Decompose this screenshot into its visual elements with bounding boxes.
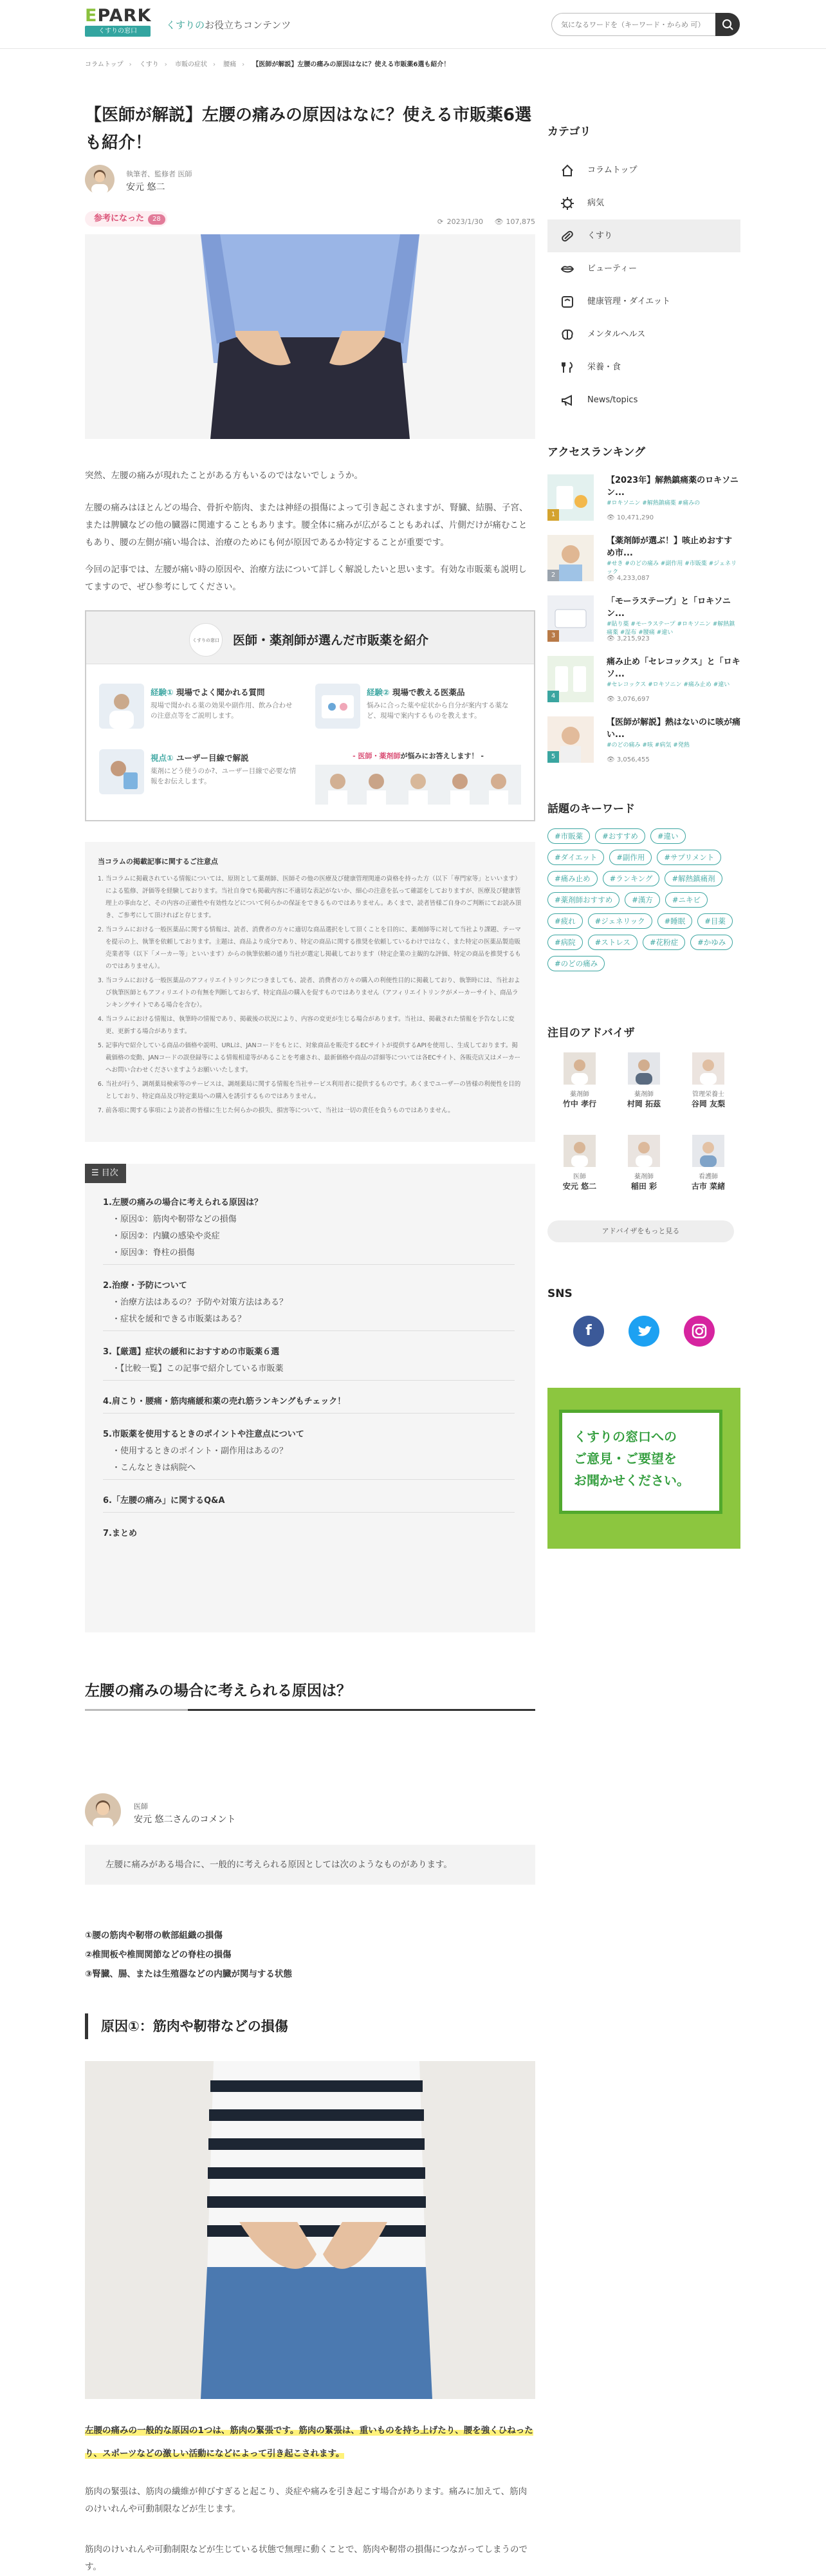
banner-line: お聞かせください。 (574, 1473, 690, 1488)
subsection-heading: 原因①：筋肉や靭帯などの損傷 (85, 2013, 535, 2039)
advisor-name: 竹中 孝行 (562, 1099, 597, 1108)
eye-icon: 👁 (494, 218, 504, 226)
promo-feature (315, 684, 521, 729)
disclaimer-list (98, 873, 522, 1117)
ranking-title: 【薬剤師が選ぶ！】咳止めおすすめ市... (607, 536, 733, 558)
keyword-tags (547, 828, 740, 971)
toc-sub-link[interactable]: ・ 症状を緩和できる市販薬はある？ (103, 1311, 515, 1328)
category-label: 健康管理・ダイエット (587, 297, 670, 306)
breadcrumb (85, 59, 450, 68)
keyword-tag[interactable]: #病院 (547, 935, 583, 950)
category-item-medicine[interactable] (547, 219, 740, 252)
logo-main-text: PARK (97, 6, 152, 26)
toc-sub-link[interactable]: ・ 原因②：内臓の感染や炎症 (103, 1228, 515, 1245)
article-title: 【医師が解説】左腰の痛みの原因はなに？使える市販薬6選も紹介！ (85, 106, 532, 153)
site-header (0, 0, 826, 49)
keyword-tag[interactable]: #ランキング (603, 871, 660, 886)
keywords-section (547, 799, 740, 971)
ranking-tags: #貼り薬 #モーラステープ #ロキソニン #解熱鎮痛薬 #湿布 #腰痛 #違い (607, 621, 735, 636)
disclaimer-heading: 当コラムの掲載記事に関するご注意点 (98, 857, 218, 866)
causes-list (85, 1926, 535, 1984)
disclaimer-item: 1. 当コラムに掲載されている情報については、原則として薬剤師、医師その他の医療及び健康管理関連の資格を持った方（以下「専門家等」といいます）による監修、評価等を経験しております。当社自身でも掲載内容に不適切な表記がないか、細心の注意を払って確認をしておりますが、医療及び健康管理上の事由など、その内容の正確性や有効性などについて何らかの保証をできるものではありません。あくまで、読者皆様ご自身のご判断にてお読み頂き、ご参考にして頂ければと存じます。 (106, 873, 522, 922)
author-role: 執筆者、監修者 医師 (126, 170, 192, 178)
list-icon: ☰ (91, 1168, 99, 1178)
helpful-count: 28 (148, 214, 165, 225)
ranking-tags: #ロキソニン #解熱鎮痛薬 #痛みの (607, 500, 701, 507)
advisor-name: 古市 菜緒 (691, 1182, 726, 1191)
keyword-tag[interactable]: #ストレス (588, 935, 638, 950)
qa-prefix: - 医師・薬剤師 (353, 752, 401, 760)
avatar (628, 1135, 660, 1167)
keyword-tag[interactable]: #副作用 (609, 850, 652, 865)
ranking-view-count: 10,471,290 (616, 514, 654, 521)
advisor-name: 村岡 拓茲 (627, 1099, 661, 1108)
intro-paragraph: 左腰の痛みはほとんどの場合、骨折や筋肉、または神経の損傷によって引き起こされますが、腎臓、結腸、子宮、または脾臓などの他の臓器に関連することもあります。腰全体に痛みが広がることもあれば、片側だけが痛むこともあり、腰の左側が痛い場合は、治療のためにも何が原因であるか特定することが重要です。 (85, 503, 528, 548)
breadcrumb-separator: › (164, 61, 167, 68)
search-button[interactable] (715, 13, 740, 36)
keyword-tag[interactable]: #おすすめ (595, 828, 645, 844)
author-avatar (85, 165, 115, 194)
ranking-tags: #せき #のどの痛み #副作用 #市販薬 #ジェネリック (607, 561, 737, 575)
category-item-beauty[interactable] (547, 252, 740, 285)
keyword-tag[interactable]: #花粉症 (643, 935, 685, 950)
category-label: 栄養・食 (587, 362, 621, 372)
feature-desc: 薬剤にどう使うのか?、ユーザー目線で必要な情報をお伝えします。 (151, 767, 297, 785)
lips-icon (560, 262, 574, 276)
ranking-title: 【医師が解説】熱はないのに咳が痛い... (607, 718, 741, 740)
category-nav (547, 122, 740, 416)
logo-sub: くすりの窓口 (85, 26, 151, 37)
toc-section-link[interactable]: 1.左腰の痛みの場合に考えられる原因は？ (103, 1198, 262, 1208)
search-box (551, 13, 740, 36)
ranking-views (607, 514, 654, 521)
twitter-icon[interactable] (629, 1316, 659, 1347)
eye-icon: 👁 (607, 514, 617, 521)
banner-text (574, 1426, 690, 1491)
disclaimer-item: 2. 当コラムにおける一般医薬品に関する情報は、読者、消費者の方々に適切な商品選択をして頂くことを目的に、薬剤師等に対して当社より課題、テーマを提示の上、執筆を依頼しております。主題は、商品より成分であり、特定の商品に関する推奨を依頼しているわけではなく、また特定の医薬品製造販売業者等（以下「メーカー等」といいます）からの執筆依頼の通り当社が選定し掲載しております（特定企業の主観的な評価、特定の商品を推奨するものではありません）。 (106, 924, 522, 973)
instagram-icon[interactable] (684, 1316, 715, 1347)
site-logo[interactable]: EPARK くすりの窓口 (85, 6, 156, 37)
advisors-heading: 注目のアドバイザ (547, 1027, 635, 1040)
eye-icon: 👁 (607, 635, 617, 642)
cause-item: ①腰の筋肉や靭帯の軟部組織の損傷 (85, 1930, 223, 1941)
breadcrumb-separator: › (212, 61, 216, 68)
feature-label: 経験② (367, 687, 390, 697)
promo-qa-text (315, 751, 521, 761)
ranking-title: 痛み止め「セレコックス」と「ロキソ... (607, 657, 740, 679)
pill-icon (560, 229, 574, 243)
cause-item: ③腎臓、腸、または生殖器などの内臓が関与する状態 (85, 1969, 292, 1979)
brain-icon (560, 328, 574, 342)
keyword-tag[interactable]: #痛み止め (547, 871, 598, 886)
feature-desc: 悩みに合った薬や症状から自分が案内する薬など、現場で案内するものを教えます。 (367, 702, 509, 720)
rank-badge: 2 (547, 570, 559, 581)
expert-comment (85, 1788, 535, 1891)
more-advisors-button[interactable]: アドバイザをもっと見る (547, 1220, 734, 1242)
disclaimer-item: 7. 前各項に関する事項により読者の皆様に生じた何らかの損失、損害等について、当社は一切の責任を負うものではありません。 (106, 1105, 522, 1117)
toc-sub-link[interactable]: ・ 使用するときのポイント・副作用はあるの？ (103, 1443, 515, 1460)
toc-section-link[interactable]: 5.市販薬を使用するときのポイントや注意点について (103, 1430, 304, 1439)
category-label: News/topics (587, 395, 638, 405)
advisors-section (547, 1023, 740, 1220)
breadcrumb-separator: › (129, 61, 132, 68)
advisor-role: 医師 (573, 1173, 586, 1181)
toc-heading (85, 1164, 126, 1183)
toc-section-link[interactable]: 3.【厳選】症状の緩和におすすめの市販薬６選 (103, 1347, 280, 1357)
avatar (564, 1052, 596, 1085)
advisor-role: 看護師 (699, 1173, 718, 1181)
helpful-label: 参考になった (94, 214, 145, 223)
feature-image (99, 749, 144, 794)
feature-image (315, 684, 360, 729)
toc-heading-text: 目次 (101, 1168, 118, 1178)
category-label: くすり (587, 231, 613, 241)
eye-icon: 👁 (607, 696, 617, 703)
breadcrumb-separator: › (242, 61, 245, 68)
toc-list (103, 1190, 515, 1542)
back-pain-image (85, 2061, 535, 2399)
promo-title: 医師・薬剤師が選んだ市販薬を紹介 (233, 633, 429, 648)
breadcrumb-current: 【医師が解説】左腰の痛みの原因はなに？使える市販薬6選も紹介！ (252, 61, 450, 68)
article-meta (428, 218, 535, 226)
promo-feature (99, 749, 305, 794)
ranking-tags: #のどの痛み #咳 #病気 #発熱 (607, 742, 690, 749)
promo-feature (99, 684, 305, 729)
category-label: ビューティー (587, 264, 637, 274)
keywords-heading: 話題のキーワード (547, 803, 635, 816)
article-date: 2023/1/30 (446, 218, 484, 226)
keyword-tag[interactable]: #かゆみ (690, 935, 733, 950)
body-paragraph: 筋肉のけいれんや可動制限などが生じている状態で無理に動くことで、筋肉や靭帯の損傷につながってしまうのです。 (85, 2544, 528, 2572)
author-name: 安元 悠二 (126, 182, 165, 192)
highlight-paragraph (85, 2419, 535, 2465)
advisor-role: 薬剤師 (570, 1091, 589, 1098)
keyword-tag[interactable]: #疲れ (547, 913, 583, 929)
rank-badge: 4 (547, 691, 559, 702)
feature-label: 経験① (151, 687, 174, 697)
advisor-card[interactable] (618, 1135, 670, 1191)
keyword-tag[interactable]: #市販薬 (547, 828, 590, 844)
keyword-tag[interactable]: #解熱鎮痛剤 (665, 871, 722, 886)
disclaimer-box (85, 842, 535, 1142)
breadcrumb-item[interactable]: コラムトップ (85, 61, 124, 68)
advisor-name: 稲田 彩 (630, 1182, 657, 1191)
view-count: 107,875 (506, 218, 535, 226)
advisor-card[interactable] (683, 1052, 734, 1109)
facebook-icon[interactable]: f (573, 1316, 604, 1347)
banner-line: ご意見・ご要望を (574, 1451, 677, 1466)
table-of-contents (85, 1164, 535, 1632)
rank-badge: 5 (547, 751, 559, 763)
keyword-tag[interactable]: #違い (650, 828, 686, 844)
ranking-views (607, 696, 650, 703)
ranking-view-count: 3,056,455 (616, 756, 650, 763)
keyword-tag[interactable]: #のどの痛み (547, 956, 605, 971)
ranking-views (607, 756, 650, 763)
cutlery-icon (560, 360, 574, 375)
breadcrumb-item[interactable]: 市販の症状 (174, 61, 207, 68)
sns-heading: SNS (547, 1287, 573, 1300)
disclaimer-item: 6. 当社が行う、調剤薬局検索等のサービスは、調剤薬局に関する情報を当社サービス利用者に提供するものです。あくまでユーザーの皆様の利便性を目的としており、特定商品及び特定薬局への購入を誘引するものではありません。 (106, 1078, 522, 1103)
home-icon (560, 163, 574, 178)
category-item-column-top[interactable] (547, 154, 740, 187)
advisor-card[interactable] (683, 1135, 734, 1191)
promo-logo: くすりの窓口 (189, 623, 223, 657)
avatar (692, 1135, 724, 1167)
megaphone-icon (560, 393, 574, 407)
ranking-tags: #セレコックス #ロキソニン #痛み止め #違い (607, 682, 730, 688)
scale-icon (560, 295, 574, 309)
virus-icon (560, 196, 574, 210)
category-label: コラムトップ (587, 165, 638, 175)
keyword-tag[interactable]: #薬剤師おすすめ (547, 892, 620, 908)
toc-section-link[interactable]: 2.治療・予防について (103, 1281, 187, 1291)
advisor-role: 管理栄養士 (692, 1091, 724, 1098)
toc-sub-link[interactable]: ・ 【比較一覧】この記事で紹介している市販薬 (103, 1361, 515, 1377)
ranking-heading: アクセスランキング (547, 446, 645, 459)
feature-title: 現場で教える医薬品 (392, 687, 465, 697)
ranking-item[interactable] (547, 595, 740, 656)
category-label: メンタルヘルス (587, 330, 646, 339)
keyword-tag[interactable]: #サプリメント (657, 850, 721, 865)
rank-badge: 3 (547, 630, 559, 642)
category-item-mental[interactable] (547, 318, 740, 351)
rank-badge: 1 (547, 509, 559, 521)
toc-section-link[interactable]: 4.肩こり・腰痛・筋肉痛緩和薬の売れ筋ランキングもチェック！ (103, 1397, 346, 1406)
category-item-disease[interactable] (547, 187, 740, 219)
promo-header (86, 611, 534, 664)
advisor-card[interactable] (554, 1135, 605, 1191)
toc-section-link[interactable]: 7.まとめ (103, 1529, 137, 1538)
disclaimer-item: 4. 当コラムにおける情報は、執筆時の情報であり、掲載後の状況により、内容の変更が生じる場合があります。当社は、掲載された情報を予告なしに変更、更新する場合があります。 (106, 1013, 522, 1038)
site-tagline (166, 18, 291, 32)
tagline-brand: くすりの (166, 19, 205, 31)
eye-icon: 👁 (607, 756, 617, 763)
experts-photo (315, 765, 521, 805)
eye-icon: 👁 (607, 575, 617, 582)
avatar (628, 1052, 660, 1085)
ranking-item[interactable] (547, 656, 740, 716)
advisor-name: 谷岡 友梨 (691, 1099, 726, 1108)
article-main (85, 102, 535, 2572)
advisor-card[interactable] (554, 1052, 605, 1109)
author-block[interactable] (85, 165, 535, 200)
ranking-view-count: 4,233,087 (616, 575, 650, 582)
keyword-tag[interactable]: #ニキビ (665, 892, 708, 908)
feature-title: 現場でよく聞かれる質問 (176, 687, 265, 697)
feature-label: 視点① (151, 753, 174, 763)
banner-line: くすりの窓口への (574, 1429, 677, 1444)
helpful-button[interactable] (85, 211, 167, 227)
commenter-role: 医師 (134, 1802, 148, 1811)
ranking-view-count: 3,076,697 (616, 696, 650, 703)
tagline-rest: お役立ちコンテンツ (205, 19, 291, 31)
sns-icons (547, 1316, 740, 1354)
sns-section (547, 1287, 740, 1354)
toc-sub-link[interactable]: ・ 治療方法はあるの？予防や対策方法はある？ (103, 1294, 515, 1311)
breadcrumb-item[interactable]: くすり (139, 61, 159, 68)
advisor-role: 薬剤師 (634, 1091, 654, 1098)
keyword-tag[interactable]: #漢方 (625, 892, 660, 908)
promo-experts (315, 751, 521, 805)
toc-sub-link[interactable]: ・ 原因③：脊柱の損傷 (103, 1245, 515, 1262)
avatar (692, 1052, 724, 1085)
category-label: 病気 (587, 198, 605, 208)
category-item-news[interactable] (547, 384, 740, 416)
ranking-item[interactable] (547, 474, 740, 535)
comment-text: 左腰に痛みがある場合に、一般的に考えられる原因としては次のようなものがあります。 (85, 1845, 535, 1885)
search-input[interactable] (561, 19, 712, 30)
category-item-health[interactable] (547, 285, 740, 318)
ranking-view-count: 3,215,923 (616, 635, 650, 642)
advisor-name: 安元 悠二 (562, 1182, 597, 1191)
body-paragraph: 筋肉の緊張は、筋肉の繊維が伸びすぎると起こり、炎症や痛みを引き起こす場合があります。痛みに加えて、筋肉のけいれんや可動制限などが生じます。 (85, 2487, 528, 2514)
ranking-title: 【2023年】解熱鎮痛薬のロキソニン... (607, 476, 739, 498)
access-ranking (547, 443, 740, 777)
disclaimer-item: 5. 記事内で紹介している商品の価格や説明、URLは、JANコードをもとに、対象商品を販売するECサイトが提供するAPIを使用し、生成しております。掲載価格の変動、JANコードの誤登録等による情報相違等があることを考慮され、最新価格や商品の詳細等については各ECサイト、各販売店又はメーカーへお問い合わせくださいますようお願いいたします。 (106, 1040, 522, 1076)
disclaimer-item: 3. 当コラムにおける一般医薬品のアフィリエイトリンクにつきましても、読者、消費者の方々の購入の利便性目的に掲載しており、執筆時には、当社および執筆医師ともアフィリエイトの有無を判断しておらず、特定商品の購入を促すものではありません（アフィリエイトリンクがメーカーサイト、商品ランキングサイトである場合を含む）。 (106, 975, 522, 1011)
toc-sub-link[interactable]: ・ こんなときは病院へ (103, 1460, 515, 1477)
advisor-role: 薬剤師 (634, 1173, 654, 1181)
intro-paragraph: 今回の記事では、左腰が痛い時の原因や、治療方法について詳しく解説したいと思います。有効な市販薬も説明してますので、ぜひ参考にしてください。 (85, 565, 527, 592)
avatar (564, 1135, 596, 1167)
intro-paragraph: 突然、左腰の痛みが現れたことがある方もいるのではないでしょうか。 (85, 471, 363, 481)
keyword-tag[interactable]: #睡眠 (657, 913, 693, 929)
keyword-tag[interactable]: #ダイエット (547, 850, 604, 865)
keyword-tag[interactable]: #目薬 (697, 913, 733, 929)
feature-desc: 現場で聞かれる薬の効果や副作用、飲み合わせの注意点等をご説明します。 (151, 702, 293, 720)
search-icon (715, 13, 740, 36)
advisor-card[interactable] (618, 1052, 670, 1109)
banner-speech-bubble (559, 1410, 722, 1514)
section-heading: 左腰の痛みの場合に考えられる原因は？ (85, 1680, 535, 1711)
category-heading: カテゴリ (547, 126, 591, 138)
cause-item: ②椎間板や椎間関節などの脊柱の損傷 (85, 1950, 232, 1960)
ranking-item[interactable] (547, 716, 740, 777)
toc-sub-link[interactable]: ・ 原因①：筋肉や靭帯などの損傷 (103, 1211, 515, 1228)
keyword-tag[interactable]: #ジェネリック (588, 913, 652, 929)
feature-title: ユーザー目線で解説 (176, 753, 249, 763)
promo-box[interactable] (85, 610, 535, 821)
breadcrumb-item[interactable]: 腰痛 (223, 61, 237, 68)
toc-section-link[interactable]: 6.「左腰の痛み」に関するQ&A (103, 1496, 225, 1506)
qa-rest: が悩みにお答えします！ - (400, 752, 484, 760)
commenter-avatar[interactable] (85, 1793, 121, 1829)
commenter-name: 安元 悠二さんのコメント (134, 1815, 236, 1825)
feature-image (99, 684, 144, 729)
ranking-views (607, 635, 650, 642)
feedback-banner[interactable] (547, 1388, 740, 1549)
category-item-nutrition[interactable] (547, 351, 740, 384)
hero-image (85, 234, 535, 439)
ranking-views (607, 575, 650, 582)
update-icon: ⟳ (437, 218, 444, 226)
ranking-item[interactable] (547, 535, 740, 595)
highlight-text: 左腰の痛みの一般的な原因の1つは、筋肉の緊張です。筋肉の緊張は、重いものを持ち上げたり、腰を強くひねったり、スポーツなどの激しい活動になどによって引き起こされます。 (85, 2425, 533, 2459)
ranking-title: 「モーラステープ」と「ロキソニン... (607, 597, 731, 619)
advisors-grid (547, 1052, 740, 1220)
